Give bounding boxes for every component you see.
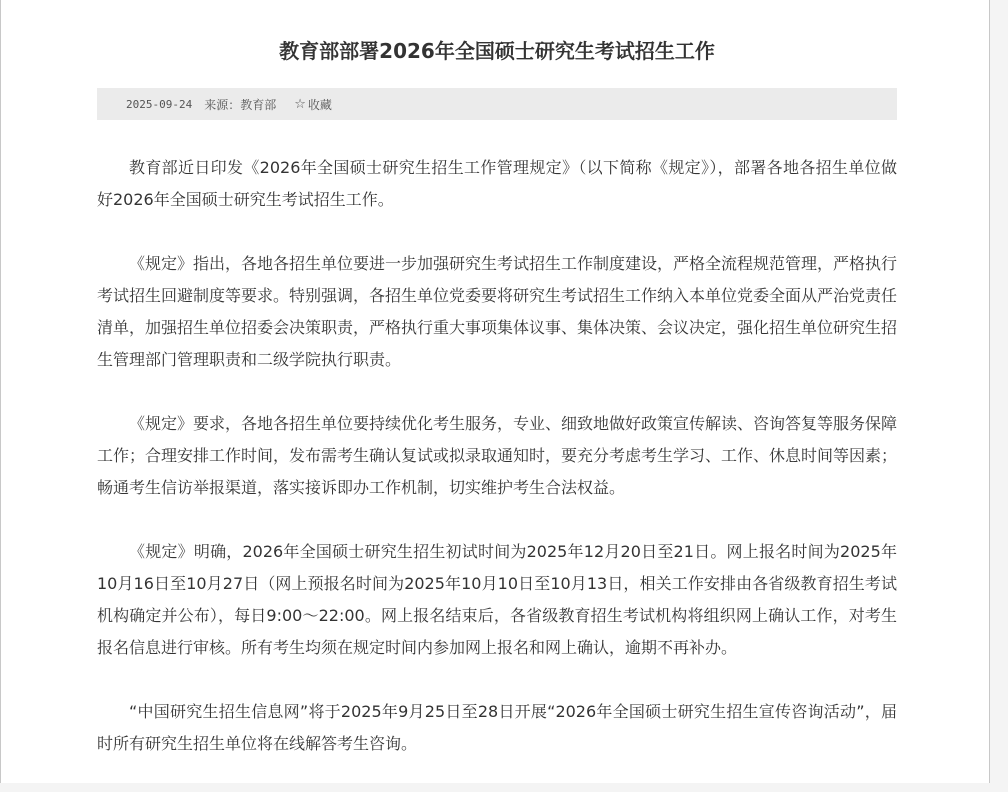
paragraph: 《规定》明确，2026年全国硕士研究生招生初试时间为2025年12月20日至21日。网上报名时间为2025年10月16日至10月27日（网上预报名时间为2025年10月10日至10月13日，相关工作安排由各省级教育招生考试机构确定并公布），每日9:00～22:00。网上报名结束后，各省级教育招生考试机构将组织网上确认工作，对考生报名信息进行审核。所有考生均须在规定时间内参加网上报名和网上确认，逾期不再补办。: [97, 542, 897, 657]
window-gutter: [990, 0, 1008, 783]
publish-date: 2025-09-24: [126, 97, 193, 111]
article-body: [97, 152, 897, 760]
paragraph: 《规定》指出，各地各招生单位要进一步加强研究生考试招生工作制度建设，严格全流程规范管理，严格执行考试招生回避制度等要求。特别强调，各招生单位党委要将研究生考试招生工作纳入本单位党委全面从严治党责任清单，加强招生单位招委会决策职责，严格执行重大事项集体议事、集体决策、会议决定，强化招生单位研究生招生管理部门管理职责和二级学院执行职责。: [97, 254, 898, 369]
paragraph: 教育部近日印发《2026年全国硕士研究生招生工作管理规定》（以下简称《规定》），部署各地各招生单位做好2026年全国硕士研究生考试招生工作。: [97, 158, 897, 209]
paragraph: “中国研究生招生信息网”将于2025年9月25日至28日开展“2026年全国硕士研究生招生宣传咨询活动”，届时所有研究生招生单位将在线解答考生咨询。: [97, 702, 897, 753]
source-label: 来源：教育部: [204, 97, 277, 112]
star-outline-icon: ☆: [294, 96, 306, 112]
meta-bar: [97, 88, 897, 120]
article: [97, 0, 897, 792]
favorite-button[interactable]: [294, 96, 332, 113]
article-title: 教育部部署2026年全国硕士研究生考试招生工作: [279, 39, 715, 63]
favorite-label: 收藏: [307, 97, 332, 112]
paragraph: 《规定》要求，各地各招生单位要持续优化考生服务，专业、细致地做好政策宣传解读、咨询答复等服务保障工作；合理安排工作时间，发布需考生确认复试或拟录取通知时，要充分考虑考生学习、工作、休息时间等因素；畅通考生信访举报渠道，落实接诉即办工作机制，切实维护考生合法权益。: [97, 414, 898, 497]
